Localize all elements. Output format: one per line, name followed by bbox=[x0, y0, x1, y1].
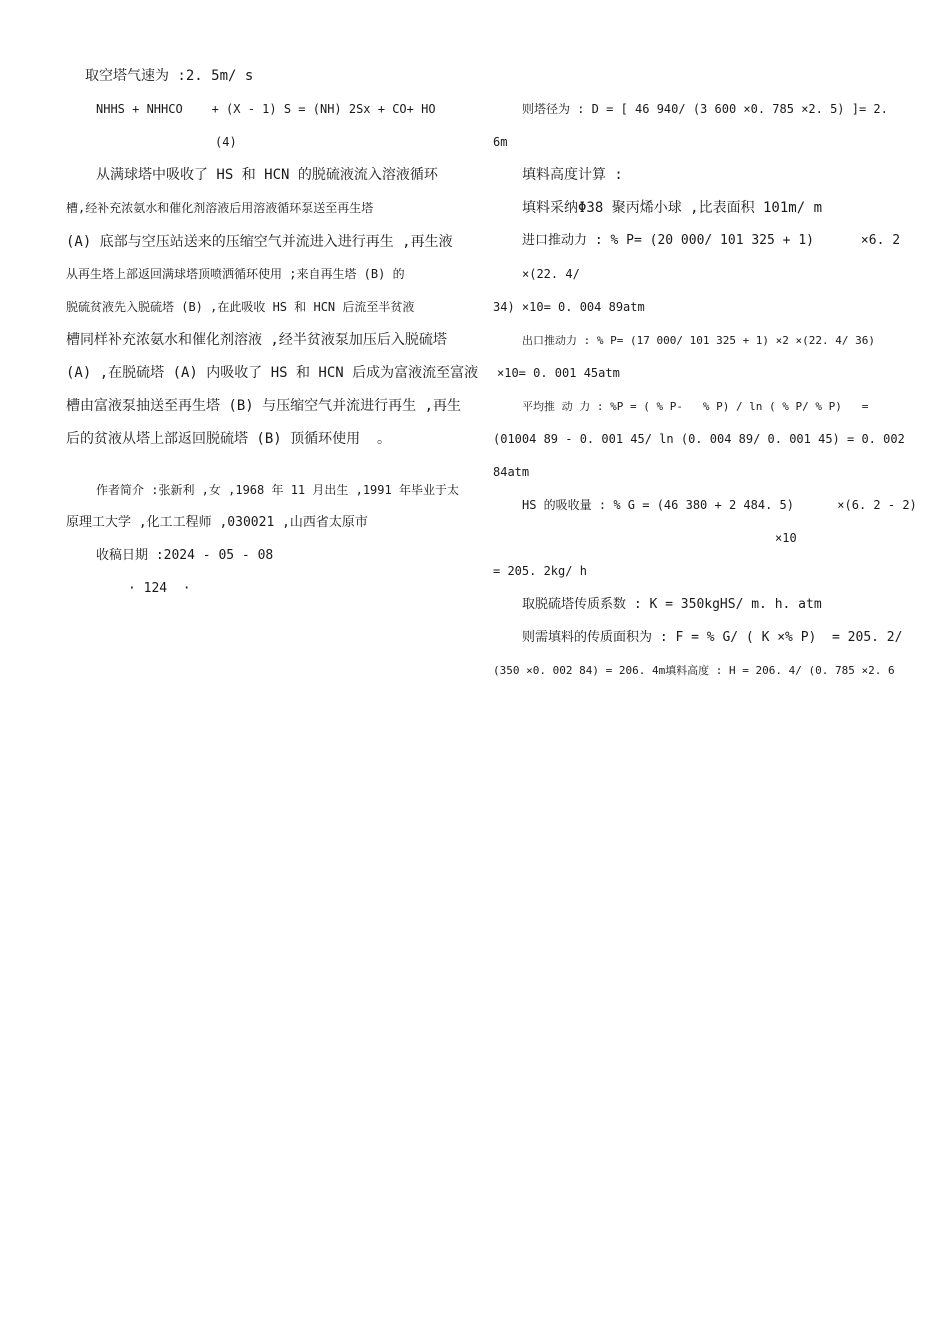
chemical-equation: NHHS + NHHCO + (X - 1) S = (NH) 2Sx + CO+ HO bbox=[96, 102, 436, 116]
section-heading: 填料高度计算 : bbox=[522, 167, 623, 183]
text-line: 84atm bbox=[493, 465, 530, 479]
received-date: 收稿日期 :2024 - 05 - 08 bbox=[96, 548, 274, 563]
text-line: ×10= 0. 001 45atm bbox=[497, 366, 620, 380]
text-line: (A) 底部与空压站送来的压缩空气并流进入进行再生 ,再生液 bbox=[66, 234, 453, 250]
text-line: (A) ,在脱硫塔 (A) 内吸收了 HS 和 HCN 后成为富液流至富液 bbox=[66, 365, 479, 381]
text-line: 平均推 动 力 : %P = ( % P- % P) / ln ( % P/ % P) = bbox=[522, 400, 869, 413]
text-line: (01004 89 - 0. 001 45/ ln (0. 004 89/ 0. 001 45) = 0. 002 bbox=[493, 432, 905, 446]
text-line: 从满球塔中吸收了 HS 和 HCN 的脱硫液流入溶液循环 bbox=[96, 167, 438, 183]
text-line: 出口推动力 : % P= (17 000/ 101 325 + 1) ×2 ×(22. 4/ 36) bbox=[522, 334, 876, 347]
text-line: (350 ×0. 002 84) = 206. 4m填料高度 : H = 206. 4/ (0. 785 ×2. 6 bbox=[493, 664, 895, 677]
page-number: · 124 · bbox=[128, 581, 191, 596]
equation-number: (4) bbox=[215, 135, 237, 149]
text-line: 脱硫贫液先入脱硫塔 (B) ,在此吸收 HS 和 HCN 后流至半贫液 bbox=[66, 300, 415, 314]
text-line: ×(22. 4/ bbox=[522, 267, 580, 281]
text-line: 槽同样补充浓氨水和催化剂溶液 ,经半贫液泵加压后入脱硫塔 bbox=[66, 332, 447, 348]
text-line: 取脱硫塔传质系数 : K = 350kgHS/ m. h. atm bbox=[522, 597, 822, 612]
author-bio: 作者简介 :张新利 ,女 ,1968 年 11 月出生 ,1991 年毕业于太 bbox=[96, 483, 459, 497]
text-line: 后的贫液从塔上部返回脱硫塔 (B) 顶循环使用 。 bbox=[66, 431, 391, 447]
text-line: 则需填料的传质面积为 : F = % G/ ( K ×% P) = 205. 2/ bbox=[522, 630, 903, 645]
text-line: HS 的吸收量 : % G = (46 380 + 2 484. 5) ×(6. 2 - 2) bbox=[522, 498, 917, 512]
text-line: 填料采纳Φ38 聚丙烯小球 ,比表面积 101m/ m bbox=[522, 200, 823, 216]
text-line: = 205. 2kg/ h bbox=[493, 564, 587, 578]
text-line: 6m bbox=[493, 135, 508, 149]
text-line: 则塔径为 : D = [ 46 940/ (3 600 ×0. 785 ×2. 5) ]= 2. bbox=[522, 102, 888, 116]
text-line: 槽由富液泵抽送至再生塔 (B) 与压缩空气并流进行再生 ,再生 bbox=[66, 398, 461, 414]
text-line: 槽,经补充浓氨水和催化剂溶液后用溶液循环泵送至再生塔 bbox=[66, 201, 374, 215]
text-line: 取空塔气速为 :2. 5m/ s bbox=[85, 68, 254, 84]
text-line: ×10 bbox=[775, 531, 797, 545]
text-line: 进口推动力 : % P= (20 000/ 101 325 + 1) ×6. 2 bbox=[522, 233, 901, 248]
text-line: 34) ×10= 0. 004 89atm bbox=[493, 300, 645, 314]
author-bio: 原理工大学 ,化工工程师 ,030021 ,山西省太原市 bbox=[66, 515, 368, 530]
text-line: 从再生塔上部返回满球塔顶喷洒循环使用 ;来自再生塔 (B) 的 bbox=[66, 267, 405, 281]
